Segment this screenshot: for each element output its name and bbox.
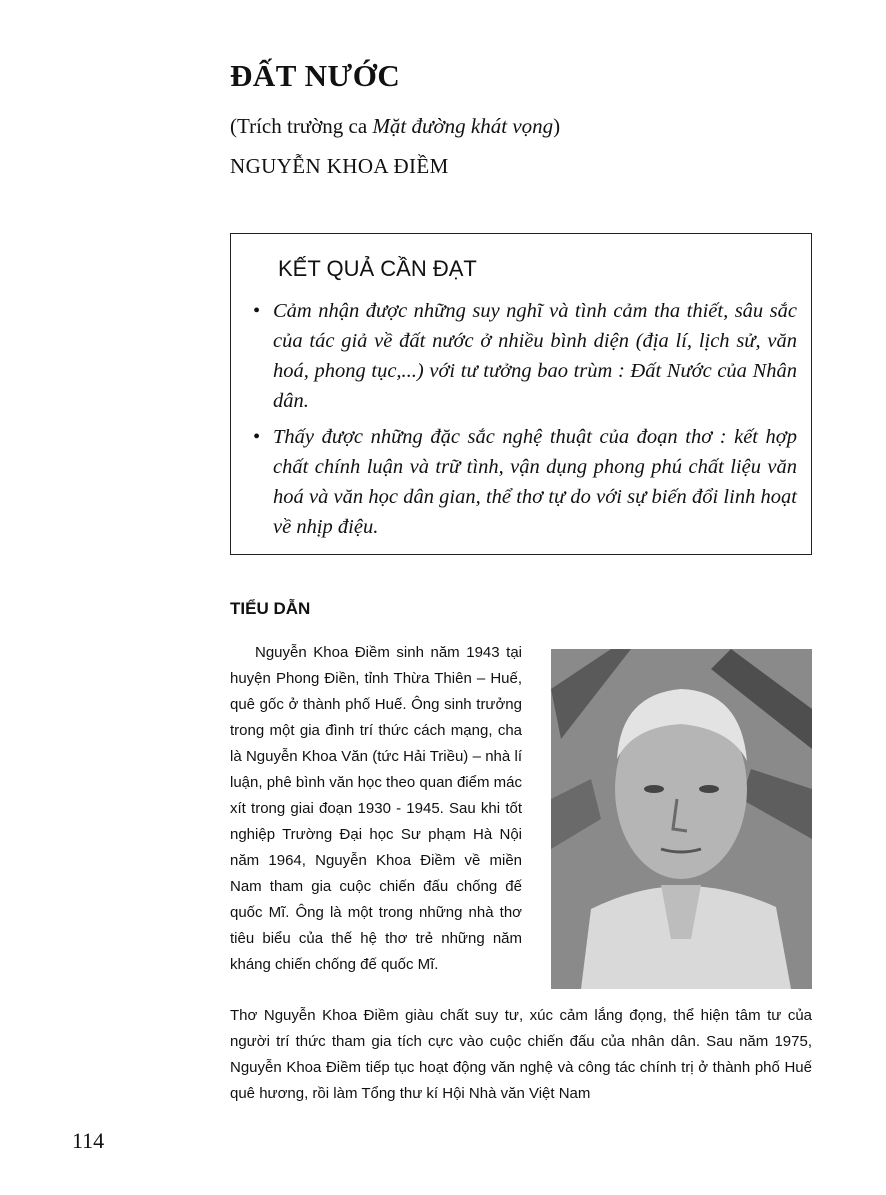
learning-goal-item: • Thấy được những đặc sắc nghệ thuật của đoạn thơ : kết hợp chất chính luận và trữ tình, vận dụng phong phú chất liệu văn hoá và văn học dân gian, thể thơ tự do với sự biến đổi linh hoạt về nhịp điệu. — [253, 422, 797, 542]
intro-paragraph-full-width: Thơ Nguyễn Khoa Điềm giàu chất suy tư, xúc cảm lắng đọng, thể hiện tâm tư của người trí thức tham gia tích cực vào cuộc chiến đấu của nhân dân. Sau năm 1975, Nguyễn Khoa Điềm tiếp tục hoạt động văn nghệ và công tác chính trị ở thành phố Huế quê hương, rồi làm Tổng thư kí Hội Nhà văn Việt Nam — [230, 1007, 812, 1102]
lesson-subtitle — [230, 114, 560, 139]
author-name: NGUYỄN KHOA ĐIỀM — [230, 154, 449, 178]
portrait-illustration — [551, 649, 812, 989]
subtitle-suffix: ) — [553, 114, 561, 138]
author-portrait-photo — [551, 649, 812, 989]
subtitle-prefix: (Trích trường ca — [230, 114, 373, 138]
learning-goals-list — [253, 296, 797, 542]
learning-goals-heading: KẾT QUẢ CẦN ĐẠT — [278, 256, 477, 281]
page-number: 114 — [72, 1128, 105, 1153]
intro-heading: TIỂU DẪN — [230, 599, 311, 618]
intro-paragraph-beside-photo: Nguyễn Khoa Điềm sinh năm 1943 tại huyện Phong Điền, tỉnh Thừa Thiên – Huế, quê gốc ở thành phố Huế. Ông sinh trưởng trong một gia đình trí thức cách mạng, cha là Nguyễn Khoa Văn (tức Hải Triều) – nhà lí luận, phê bình văn học theo quan điểm mác xít trong giai đoạn 1930 - 1945. Sau khi tốt nghiệp Trường Đại học Sư phạm Hà Nội năm 1964, Nguyễn Khoa Điềm về miền Nam tham gia cuộc chiến đấu chống đế quốc Mĩ. Ông là một trong những nhà thơ tiêu biểu của thế hệ thơ trẻ những năm kháng chiến chống đế quốc Mĩ. — [230, 644, 522, 973]
lesson-title: ĐẤT NƯỚC — [230, 58, 401, 93]
subtitle-work-title: Mặt đường khát vọng — [372, 114, 554, 138]
learning-goal-item: • Cảm nhận được những suy nghĩ và tình cảm tha thiết, sâu sắc của tác giả về đất nước ở nhiều bình diện (địa lí, lịch sử, văn hoá, phong tục,...) với tư tưởng bao trùm : Đất Nước của Nhân dân. — [253, 296, 797, 416]
learning-goals-box — [230, 233, 812, 555]
